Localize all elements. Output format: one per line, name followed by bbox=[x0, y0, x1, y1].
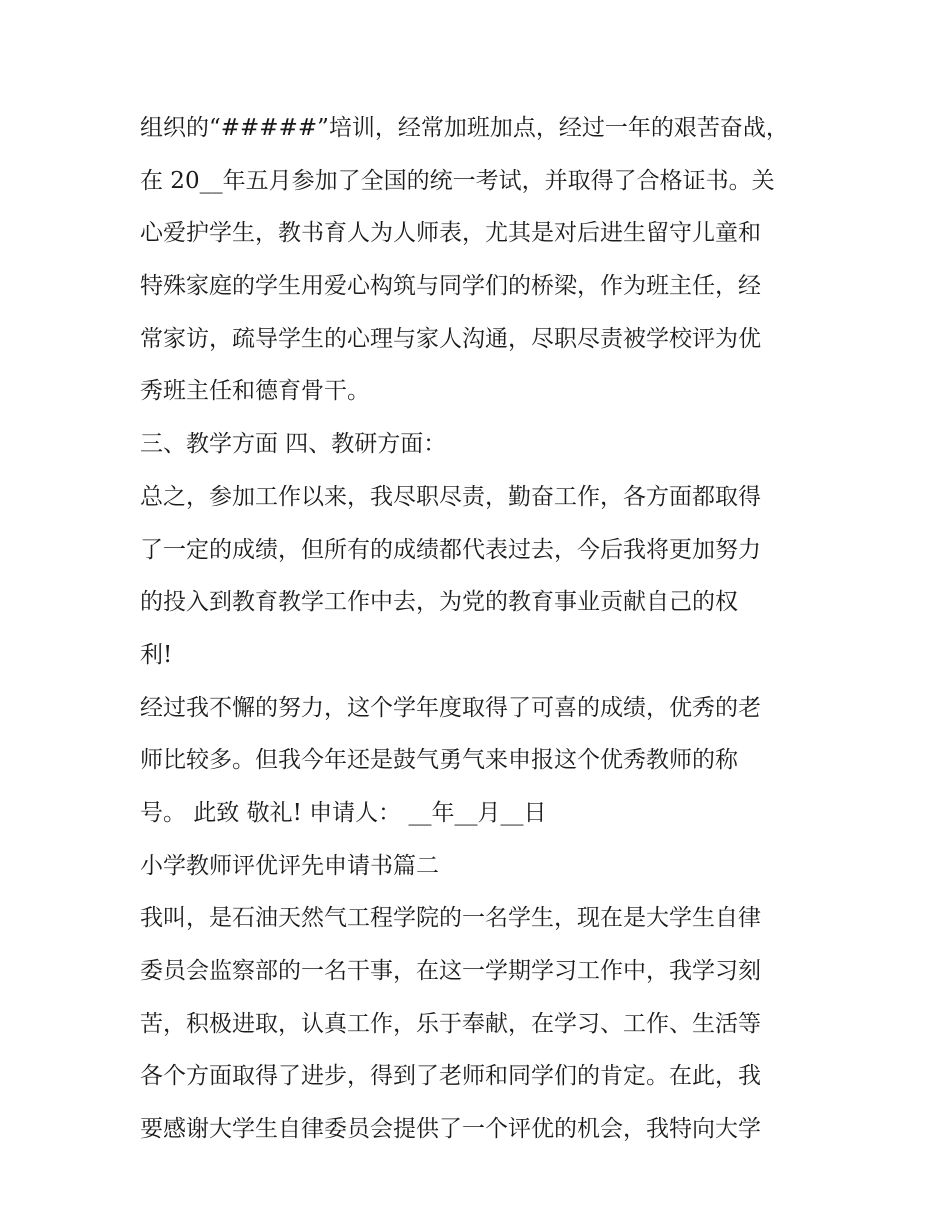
text-line: 组织的“#####”培训，经常加班加点，经过一年的艰苦奋战， bbox=[140, 115, 789, 141]
text-line: 了一定的成绩，但所有的成绩都代表过去，今后我将更加努力 bbox=[140, 536, 761, 563]
article-title-line: 小学教师评优评先申请书篇二 bbox=[140, 852, 439, 879]
text-line: 特殊家庭的学生用爱心构筑与同学们的桥梁，作为班主任，经 bbox=[140, 273, 761, 300]
document-body bbox=[140, 102, 820, 1156]
text-line: 在 20__年五月参加了全国的统一考试，并取得了合格证书。关 bbox=[140, 167, 775, 194]
signature-line: 号。 此致 敬礼! 申请人： __年__月__日 bbox=[140, 799, 547, 826]
text-line: 各个方面取得了进步，得到了老师和同学们的肯定。在此，我 bbox=[140, 1063, 761, 1090]
text-line: 秀班主任和德育骨干。 bbox=[140, 378, 370, 405]
text-line: 师比较多。但我今年还是鼓气勇气来申报这个优秀教师的称 bbox=[140, 747, 738, 774]
text-line: 经过我不懈的努力，这个学年度取得了可喜的成绩，优秀的老 bbox=[140, 694, 761, 721]
section-heading-line: 三、教学方面 四、教研方面： bbox=[140, 431, 447, 458]
text-line: 心爱护学生，教书育人为人师表，尤其是对后进生留守儿童和 bbox=[140, 220, 761, 247]
text-line: 苦，积极进取，认真工作，乐于奉献，在学习、工作、生活等 bbox=[140, 1010, 761, 1037]
text-line: 要感谢大学生自律委员会提供了一个评优的机会，我特向大学 bbox=[140, 1116, 761, 1143]
text-line: 委员会监察部的一名干事，在这一学期学习工作中，我学习刻 bbox=[140, 958, 761, 984]
text-line: 的投入到教育教学工作中去，为党的教育事业贡献自己的权 bbox=[140, 589, 738, 616]
text-line: 我叫，是石油天然气工程学院的一名学生，现在是大学生自律 bbox=[140, 905, 761, 932]
text-line: 总之，参加工作以来，我尽职尽责，勤奋工作，各方面都取得 bbox=[140, 483, 761, 510]
text-line: 常家访，疏导学生的心理与家人沟通，尽职尽责被学校评为优 bbox=[140, 325, 761, 352]
text-line: 利! bbox=[140, 641, 173, 668]
